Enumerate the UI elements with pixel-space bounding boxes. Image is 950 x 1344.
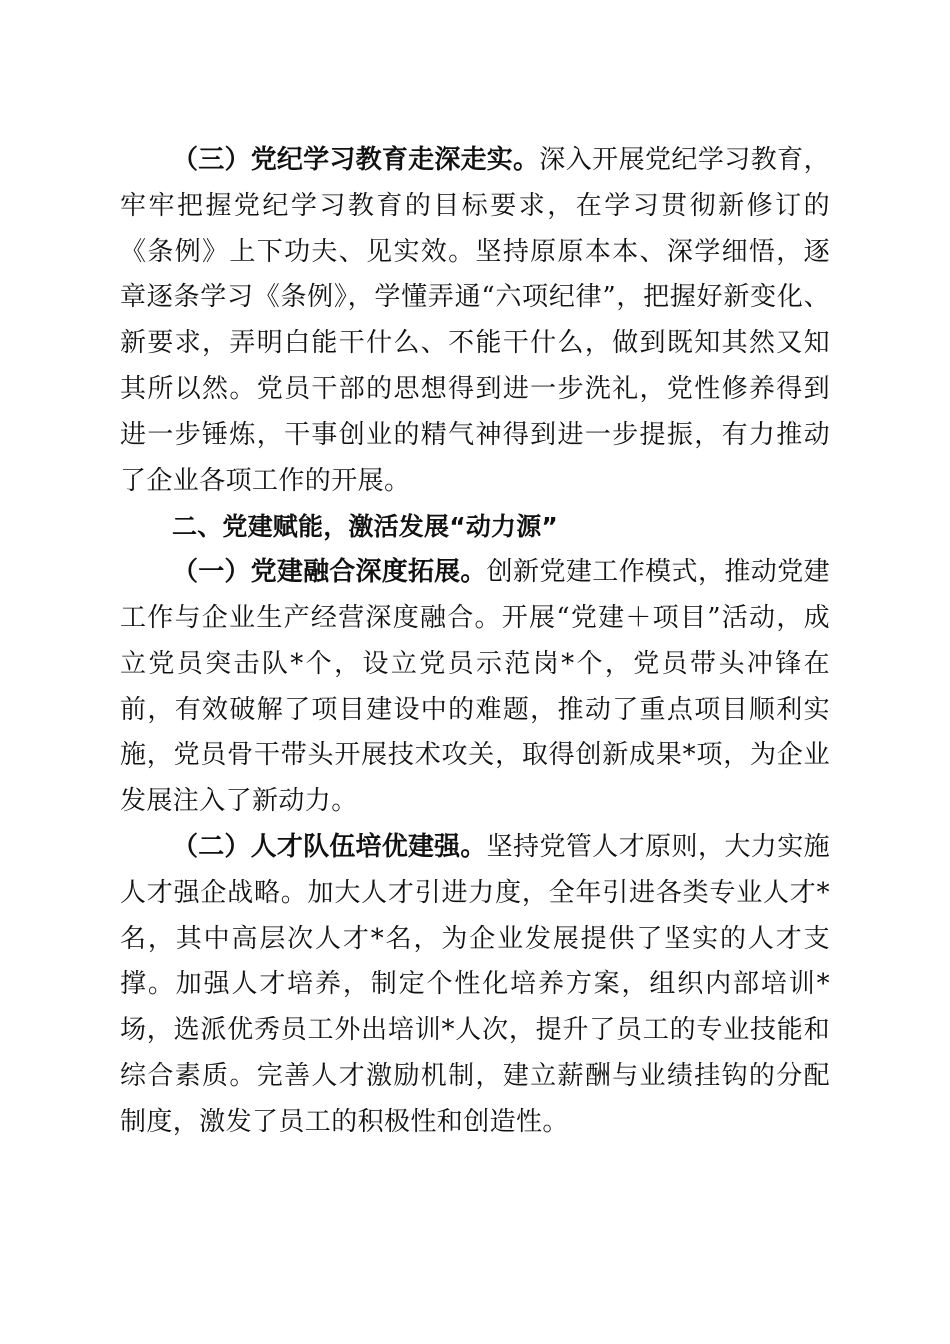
document-page xyxy=(120,138,830,1146)
paragraph-body: 深入开展党纪学习教育，牢牢把握党纪学习教育的目标要求，在学习贯彻新修订的《条例》上下功夫、见实效。坚持原原本本、深学细悟，逐章逐条学习《条例》，学懂弄通“六项纪律”，把握好新变化、新要求，弄明白能干什么、不能干什么，做到既知其然又知其所以然。党员干部的思想得到进一步洗礼，党性修养得到进一步锤炼，干事创业的精气神得到进一步提振，有力推动了企业各项工作的开展。 xyxy=(120,145,830,496)
paragraph-body: 坚持党管人才原则，大力实施人才强企战略。加大人才引进力度，全年引进各类专业人才*名，其中高层次人才*名，为企业发展提供了坚实的人才支撑。加强人才培养，制定个性化培养方案，组织内部培训*场，选派优秀员工外出培训*人次，提升了员工的专业技能和综合素质。完善人才激励机制，建立薪酬与业绩挂钩的分配制度，激发了员工的积极性和创造性。 xyxy=(120,831,831,1137)
paragraph-body: 创新党建工作模式，推动党建工作与企业生产经营深度融合。开展“党建＋项目”活动，成立党员突击队*个，设立党员示范岗*个，党员带头冲锋在前，有效破解了项目建设中的难题，推动了重点项目顺利实施，党员骨干带头开展技术攻关，取得创新成果*项，为企业发展注入了新动力。 xyxy=(120,557,831,817)
paragraph-party-building-integration xyxy=(120,550,830,825)
paragraph-talent-team xyxy=(120,825,830,1146)
paragraph-party-discipline-education xyxy=(120,138,830,504)
paragraph-lead-title: （三）党纪学习教育走深走实。 xyxy=(172,145,540,175)
paragraph-lead-title: （一）党建融合深度拓展。 xyxy=(172,557,487,588)
paragraph-lead-title: （二）人才队伍培优建强。 xyxy=(172,831,487,862)
section-heading-party-building: 二、党建赋能，激活发展“动力源” xyxy=(172,512,559,542)
